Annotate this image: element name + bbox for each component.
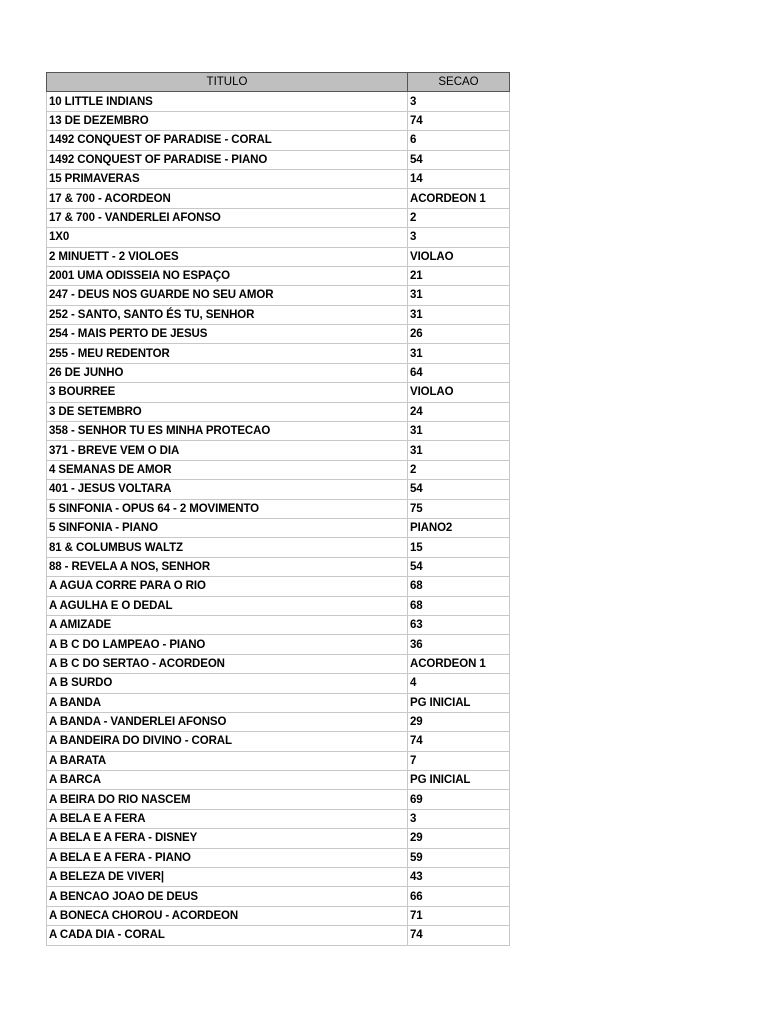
cell-secao[interactable]: 36 <box>408 635 510 654</box>
cell-titulo[interactable]: 358 - SENHOR TU ES MINHA PROTECAO <box>47 422 408 441</box>
table-row <box>47 538 510 557</box>
cell-secao[interactable]: 71 <box>408 906 510 925</box>
cell-titulo[interactable]: A AGUA CORRE PARA O RIO <box>47 577 408 596</box>
cell-titulo[interactable]: 10 LITTLE INDIANS <box>47 92 408 111</box>
cell-titulo[interactable]: 5 SINFONIA - OPUS 64 - 2 MOVIMENTO <box>47 499 408 518</box>
cell-secao[interactable]: 6 <box>408 131 510 150</box>
table-row <box>47 480 510 499</box>
cell-secao[interactable]: 21 <box>408 266 510 285</box>
cell-secao[interactable]: 15 <box>408 538 510 557</box>
cell-secao[interactable]: 69 <box>408 790 510 809</box>
table-row <box>47 790 510 809</box>
cell-titulo[interactable]: 401 - JESUS VOLTARA <box>47 480 408 499</box>
table-row <box>47 441 510 460</box>
cell-titulo[interactable]: A B SURDO <box>47 674 408 693</box>
cell-secao[interactable]: 3 <box>408 92 510 111</box>
cell-titulo[interactable]: 1492 CONQUEST OF PARADISE - CORAL <box>47 131 408 150</box>
table-row <box>47 266 510 285</box>
table-row <box>47 771 510 790</box>
cell-secao[interactable]: 74 <box>408 111 510 130</box>
table-row <box>47 868 510 887</box>
cell-secao[interactable]: VIOLAO <box>408 383 510 402</box>
cell-secao[interactable]: 29 <box>408 829 510 848</box>
cell-secao[interactable]: PIANO2 <box>408 518 510 537</box>
cell-titulo[interactable]: 3 DE SETEMBRO <box>47 402 408 421</box>
table-row <box>47 906 510 925</box>
table-row <box>47 615 510 634</box>
cell-secao[interactable]: 14 <box>408 169 510 188</box>
cell-secao[interactable]: 68 <box>408 596 510 615</box>
cell-titulo[interactable]: 371 - BREVE VEM O DIA <box>47 441 408 460</box>
cell-secao[interactable]: 26 <box>408 325 510 344</box>
table-row <box>47 577 510 596</box>
header-row <box>47 73 510 92</box>
cell-secao[interactable]: ACORDEON 1 <box>408 189 510 208</box>
cell-secao[interactable]: 31 <box>408 344 510 363</box>
cell-secao[interactable]: 24 <box>408 402 510 421</box>
cell-titulo[interactable]: 2 MINUETT - 2 VIOLOES <box>47 247 408 266</box>
cell-secao[interactable]: 74 <box>408 926 510 945</box>
cell-titulo[interactable]: 26 DE JUNHO <box>47 363 408 382</box>
cell-titulo[interactable]: 13 DE DEZEMBRO <box>47 111 408 130</box>
cell-titulo[interactable]: 81 & COLUMBUS WALTZ <box>47 538 408 557</box>
cell-secao[interactable]: 64 <box>408 363 510 382</box>
table-row <box>47 693 510 712</box>
cell-titulo[interactable]: 5 SINFONIA - PIANO <box>47 518 408 537</box>
cell-secao[interactable]: 75 <box>408 499 510 518</box>
table-row <box>47 732 510 751</box>
table-row <box>47 363 510 382</box>
cell-secao[interactable]: 54 <box>408 150 510 169</box>
table-row <box>47 228 510 247</box>
table-row <box>47 325 510 344</box>
cell-titulo[interactable]: 88 - REVELA A NOS, SENHOR <box>47 557 408 576</box>
cell-secao[interactable]: 31 <box>408 441 510 460</box>
cell-secao[interactable]: 68 <box>408 577 510 596</box>
table-row <box>47 654 510 673</box>
table-row <box>47 848 510 867</box>
table-row <box>47 674 510 693</box>
cell-titulo[interactable]: A BANDEIRA DO DIVINO - CORAL <box>47 732 408 751</box>
cell-secao[interactable]: 63 <box>408 615 510 634</box>
table-row <box>47 111 510 130</box>
cell-titulo[interactable]: A BELA E A FERA - PIANO <box>47 848 408 867</box>
cell-titulo[interactable]: A BELEZA DE VIVER| <box>47 868 408 887</box>
table-row <box>47 499 510 518</box>
table-row <box>47 169 510 188</box>
cell-titulo[interactable]: A BENCAO JOAO DE DEUS <box>47 887 408 906</box>
cell-titulo[interactable]: A B C DO LAMPEAO - PIANO <box>47 635 408 654</box>
cell-titulo[interactable]: A BONECA CHOROU - ACORDEON <box>47 906 408 925</box>
cell-titulo[interactable]: 247 - DEUS NOS GUARDE NO SEU AMOR <box>47 286 408 305</box>
cell-secao[interactable]: 2 <box>408 460 510 479</box>
cell-secao[interactable]: 31 <box>408 422 510 441</box>
cell-secao[interactable]: 31 <box>408 286 510 305</box>
cell-titulo[interactable]: A AMIZADE <box>47 615 408 634</box>
cell-secao[interactable]: 3 <box>408 228 510 247</box>
table-row <box>47 829 510 848</box>
cell-secao[interactable]: 43 <box>408 868 510 887</box>
column-header-titulo[interactable]: TITULO <box>47 73 408 92</box>
cell-secao[interactable]: 54 <box>408 480 510 499</box>
table-row <box>47 189 510 208</box>
cell-secao[interactable]: 2 <box>408 208 510 227</box>
cell-titulo[interactable]: 4 SEMANAS DE AMOR <box>47 460 408 479</box>
table-row <box>47 402 510 421</box>
cell-titulo[interactable]: 3 BOURREE <box>47 383 408 402</box>
cell-titulo[interactable]: A BARATA <box>47 751 408 770</box>
cell-secao[interactable]: 59 <box>408 848 510 867</box>
cell-secao[interactable]: 54 <box>408 557 510 576</box>
table-row <box>47 305 510 324</box>
cell-secao[interactable]: PG INICIAL <box>408 693 510 712</box>
cell-secao[interactable]: 3 <box>408 809 510 828</box>
cell-titulo[interactable]: A BARCA <box>47 771 408 790</box>
cell-titulo[interactable]: A BEIRA DO RIO NASCEM <box>47 790 408 809</box>
table-row <box>47 422 510 441</box>
cell-secao[interactable]: 74 <box>408 732 510 751</box>
table-row <box>47 518 510 537</box>
spreadsheet <box>46 72 509 946</box>
cell-titulo[interactable]: 17 & 700 - ACORDEON <box>47 189 408 208</box>
cell-titulo[interactable]: 252 - SANTO, SANTO ÉS TU, SENHOR <box>47 305 408 324</box>
table-row <box>47 208 510 227</box>
cell-titulo[interactable]: A BANDA - VANDERLEI AFONSO <box>47 712 408 731</box>
cell-titulo[interactable]: 255 - MEU REDENTOR <box>47 344 408 363</box>
table-row <box>47 887 510 906</box>
table-row <box>47 247 510 266</box>
cell-secao[interactable]: ACORDEON 1 <box>408 654 510 673</box>
table-row <box>47 635 510 654</box>
cell-titulo[interactable]: A B C DO SERTAO - ACORDEON <box>47 654 408 673</box>
cell-titulo[interactable]: A BELA E A FERA <box>47 809 408 828</box>
column-header-secao[interactable]: SECAO <box>408 73 510 92</box>
table-row <box>47 150 510 169</box>
song-table <box>46 72 510 946</box>
cell-titulo[interactable]: 2001 UMA ODISSEIA NO ESPAÇO <box>47 266 408 285</box>
table-body <box>47 92 510 945</box>
cell-titulo[interactable]: 17 & 700 - VANDERLEI AFONSO <box>47 208 408 227</box>
cell-titulo[interactable]: A BELA E A FERA - DISNEY <box>47 829 408 848</box>
table-row <box>47 131 510 150</box>
cell-titulo[interactable]: A BANDA <box>47 693 408 712</box>
table-row <box>47 92 510 111</box>
cell-titulo[interactable]: 1X0 <box>47 228 408 247</box>
cell-titulo[interactable]: A CADA DIA - CORAL <box>47 926 408 945</box>
table-row <box>47 809 510 828</box>
cell-secao[interactable]: 4 <box>408 674 510 693</box>
cell-secao[interactable]: 31 <box>408 305 510 324</box>
table-row <box>47 751 510 770</box>
cell-secao[interactable]: VIOLAO <box>408 247 510 266</box>
table-row <box>47 712 510 731</box>
cell-secao[interactable]: PG INICIAL <box>408 771 510 790</box>
cell-titulo[interactable]: 15 PRIMAVERAS <box>47 169 408 188</box>
cell-secao[interactable]: 66 <box>408 887 510 906</box>
cell-secao[interactable]: 7 <box>408 751 510 770</box>
table-row <box>47 460 510 479</box>
table-row <box>47 596 510 615</box>
cell-titulo[interactable]: 1492 CONQUEST OF PARADISE - PIANO <box>47 150 408 169</box>
cell-titulo[interactable]: A AGULHA E O DEDAL <box>47 596 408 615</box>
cell-titulo[interactable]: 254 - MAIS PERTO DE JESUS <box>47 325 408 344</box>
cell-secao[interactable]: 29 <box>408 712 510 731</box>
table-row <box>47 926 510 945</box>
table-row <box>47 344 510 363</box>
table-row <box>47 286 510 305</box>
table-row <box>47 557 510 576</box>
table-row <box>47 383 510 402</box>
